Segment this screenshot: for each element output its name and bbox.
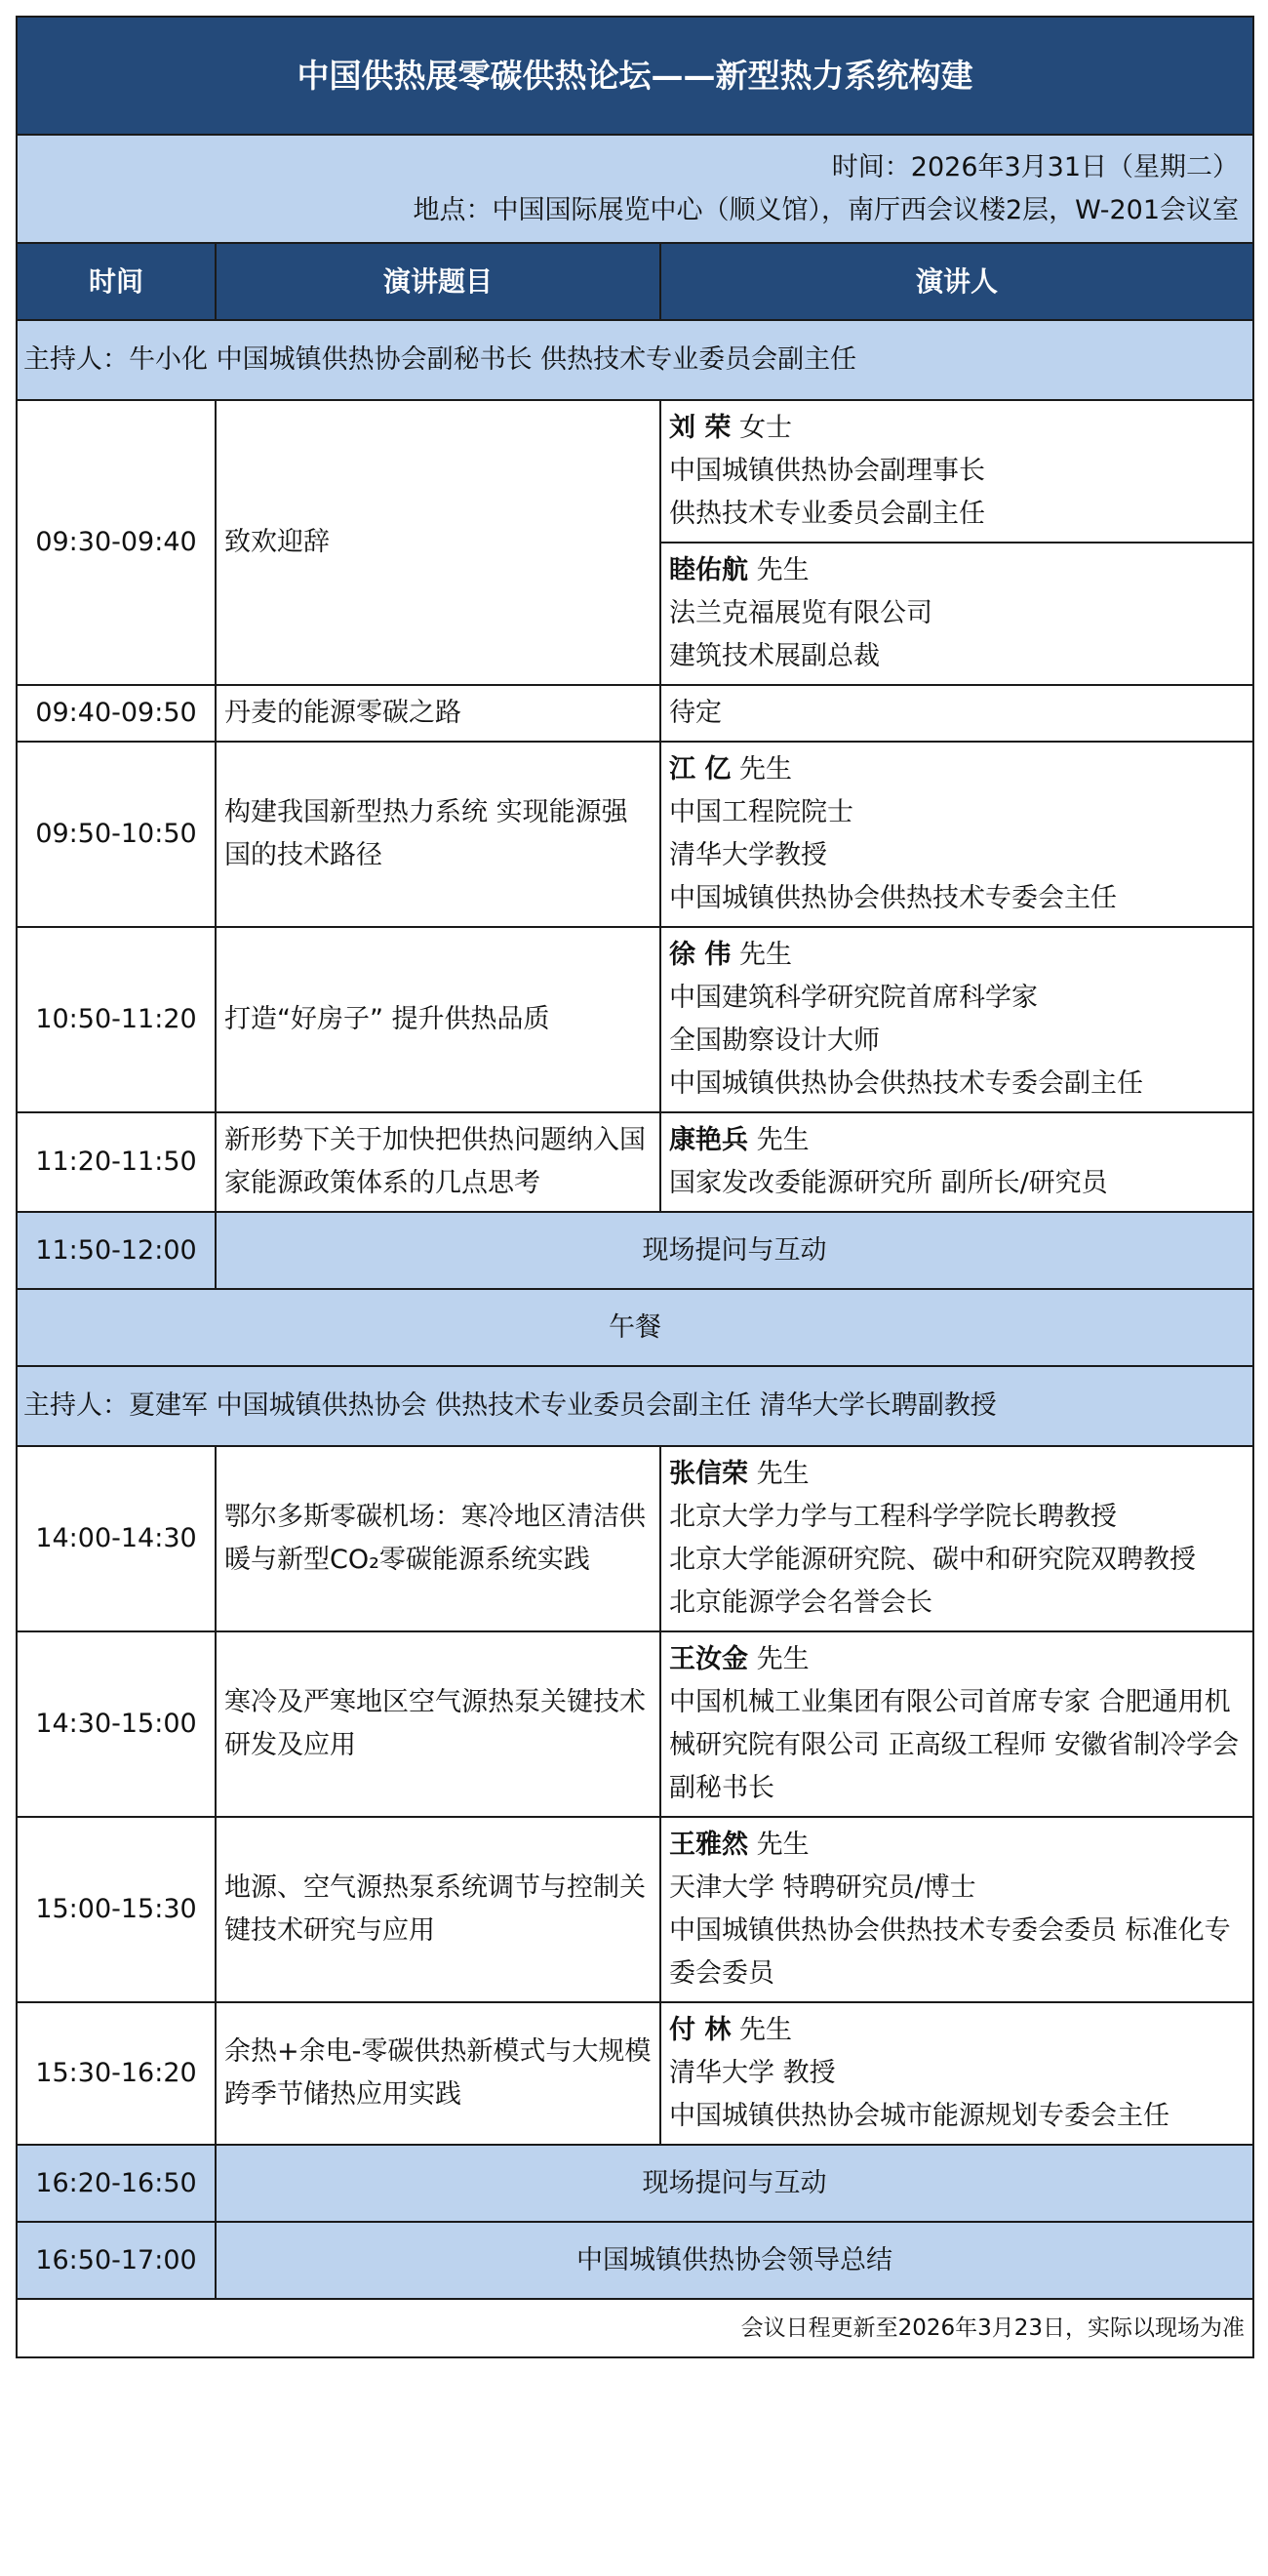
qa1-label: 现场提问与互动	[216, 1212, 1253, 1289]
speaker-honorific: 先生	[739, 2015, 792, 2045]
session1-host-row	[17, 320, 1253, 400]
speaker-affiliation: 中国工程院院士	[669, 797, 853, 827]
speaker-honorific: 先生	[739, 940, 792, 970]
speaker-affiliation: 清华大学教授	[669, 840, 827, 870]
speaker-honorific: 先生	[756, 555, 810, 585]
speaker-header	[669, 2009, 1248, 2052]
speaker-affiliation: 天津大学 特聘研究员/博士	[669, 1872, 976, 1903]
speaker-name: 王雅然	[669, 1830, 748, 1860]
agenda-row	[17, 927, 1253, 1112]
speaker-header	[669, 549, 1248, 592]
session-topic: 新形势下关于加快把供热问题纳入国家能源政策体系的几点思考	[216, 1112, 660, 1212]
speaker-header	[669, 1638, 1248, 1681]
header-time: 时间	[17, 243, 216, 320]
speaker-name: 康艳兵	[669, 1125, 748, 1155]
speaker-affiliation: 中国城镇供热协会供热技术专委会委员 标准化专委会委员	[669, 1915, 1231, 1989]
agenda-row	[17, 1631, 1253, 1817]
speaker-header	[669, 934, 1248, 977]
speaker-honorific: 先生	[739, 754, 792, 785]
speaker-header	[669, 1119, 1248, 1162]
speaker-affiliation: 中国机械工业集团有限公司首席专家 合肥通用机械研究院有限公司 正高级工程师 安徽省制冷学会副秘书长	[669, 1687, 1240, 1803]
speaker-affiliation: 国家发改委能源研究所 副所长/研究员	[669, 1168, 1108, 1198]
agenda-sheet	[16, 16, 1252, 2358]
speaker-name: 付 林	[669, 2015, 732, 2045]
session-time: 15:30-16:20	[17, 2002, 216, 2145]
speaker-honorific: 先生	[756, 1125, 810, 1155]
speaker-affiliation: 供热技术专业委员会副主任	[669, 499, 985, 529]
qa2-row	[17, 2145, 1253, 2222]
speaker-header	[669, 1824, 1248, 1867]
speaker-header	[669, 1453, 1248, 1496]
speaker-name: 睦佑航	[669, 555, 748, 585]
speaker-cell	[660, 400, 1253, 543]
speaker-cell	[660, 927, 1253, 1112]
speaker-cell	[660, 1631, 1253, 1817]
speaker-affiliation: 全国勘察设计大师	[669, 1026, 880, 1056]
lunch-row	[17, 1289, 1253, 1366]
speaker-affiliation: 北京能源学会名誉会长	[669, 1588, 932, 1618]
speaker-header	[669, 748, 1248, 791]
session-time: 09:50-10:50	[17, 742, 216, 927]
speaker-affiliation: 中国城镇供热协会供热技术专委会主任	[669, 883, 1117, 913]
speaker-cell	[660, 685, 1253, 742]
event-venue: 地点：中国国际展览中心（顺义馆），南厅西会议楼2层，W-201会议室	[413, 194, 1240, 225]
speaker-cell	[660, 1112, 1253, 1212]
session-time: 09:40-09:50	[17, 685, 216, 742]
session-time: 14:30-15:00	[17, 1631, 216, 1817]
speaker-affiliation: 法兰克福展览有限公司	[669, 598, 932, 628]
session-time: 14:00-14:30	[17, 1446, 216, 1631]
agenda-row	[17, 1817, 1253, 2002]
session2-host-row	[17, 1366, 1253, 1446]
agenda-row	[17, 685, 1253, 742]
speaker-name: 王汝金	[669, 1644, 748, 1674]
speaker-honorific: 先生	[756, 1830, 810, 1860]
agenda-row	[17, 2002, 1253, 2145]
closing-label: 中国城镇供热协会领导总结	[216, 2222, 1253, 2299]
speaker-affiliation: 中国城镇供热协会城市能源规划专委会主任	[669, 2101, 1169, 2131]
speaker-honorific: 先生	[756, 1644, 810, 1674]
page-title: 中国供热展零碳供热论坛——新型热力系统构建	[17, 17, 1253, 135]
info-row	[17, 135, 1253, 243]
speaker-affiliation: 中国城镇供热协会副理事长	[669, 456, 985, 486]
speaker-honorific: 先生	[756, 1459, 810, 1489]
event-info	[17, 135, 1253, 243]
speaker-header	[669, 407, 1248, 450]
speaker-honorific: 女士	[739, 413, 792, 443]
speaker-affiliation: 北京大学力学与工程科学学院长聘教授	[669, 1502, 1117, 1532]
session-topic: 丹麦的能源零碳之路	[216, 685, 660, 742]
header-topic: 演讲题目	[216, 243, 660, 320]
agenda-row	[17, 400, 1253, 543]
speaker-affiliation: 中国城镇供热协会供热技术专委会副主任	[669, 1068, 1143, 1099]
qa2-time: 16:20-16:50	[17, 2145, 216, 2222]
session-topic: 鄂尔多斯零碳机场：寒冷地区清洁供暖与新型CO₂零碳能源系统实践	[216, 1446, 660, 1631]
session-time: 15:00-15:30	[17, 1817, 216, 2002]
speaker-name: 刘 荣	[669, 413, 732, 443]
speaker-affiliation: 中国建筑科学研究院首席科学家	[669, 983, 1038, 1013]
title-row	[17, 17, 1253, 135]
lunch-label: 午餐	[17, 1289, 1253, 1366]
agenda-table	[16, 16, 1254, 2358]
speaker-name: 张信荣	[669, 1459, 748, 1489]
header-speaker: 演讲人	[660, 243, 1253, 320]
speaker-affiliation: 北京大学能源研究院、碳中和研究院双聘教授	[669, 1545, 1196, 1575]
speaker-cell	[660, 1817, 1253, 2002]
session1-host: 主持人：牛小化 中国城镇供热协会副秘书长 供热技术专业委员会副主任	[17, 320, 1253, 400]
agenda-row	[17, 1112, 1253, 1212]
session-time: 10:50-11:20	[17, 927, 216, 1112]
session-topic: 构建我国新型热力系统 实现能源强国的技术路径	[216, 742, 660, 927]
qa1-row	[17, 1212, 1253, 1289]
agenda-row	[17, 742, 1253, 927]
footnote: 会议日程更新至2026年3月23日，实际以现场为准	[17, 2299, 1253, 2357]
agenda-row	[17, 1446, 1253, 1631]
speaker-cell	[660, 543, 1253, 685]
speaker-tbd: 待定	[669, 698, 722, 728]
speaker-cell	[660, 2002, 1253, 2145]
session-topic: 寒冷及严寒地区空气源热泵关键技术研发及应用	[216, 1631, 660, 1817]
speaker-affiliation: 清华大学 教授	[669, 2058, 836, 2088]
footnote-row	[17, 2299, 1253, 2357]
speaker-cell	[660, 1446, 1253, 1631]
speaker-name: 江 亿	[669, 754, 732, 785]
session-topic: 打造“好房子” 提升供热品质	[216, 927, 660, 1112]
session-time: 11:20-11:50	[17, 1112, 216, 1212]
closing-row	[17, 2222, 1253, 2299]
event-time: 时间：2026年3月31日（星期二）	[831, 151, 1240, 182]
closing-time: 16:50-17:00	[17, 2222, 216, 2299]
speaker-affiliation: 建筑技术展副总裁	[669, 641, 880, 671]
header-row	[17, 243, 1253, 320]
session-topic: 余热+余电-零碳供热新模式与大规模跨季节储热应用实践	[216, 2002, 660, 2145]
qa1-time: 11:50-12:00	[17, 1212, 216, 1289]
speaker-name: 徐 伟	[669, 940, 732, 970]
session-topic: 致欢迎辞	[216, 400, 660, 685]
session2-host: 主持人：夏建军 中国城镇供热协会 供热技术专业委员会副主任 清华大学长聘副教授	[17, 1366, 1253, 1446]
session-time: 09:30-09:40	[17, 400, 216, 685]
speaker-cell	[660, 742, 1253, 927]
qa2-label: 现场提问与互动	[216, 2145, 1253, 2222]
session-topic: 地源、空气源热泵系统调节与控制关键技术研究与应用	[216, 1817, 660, 2002]
